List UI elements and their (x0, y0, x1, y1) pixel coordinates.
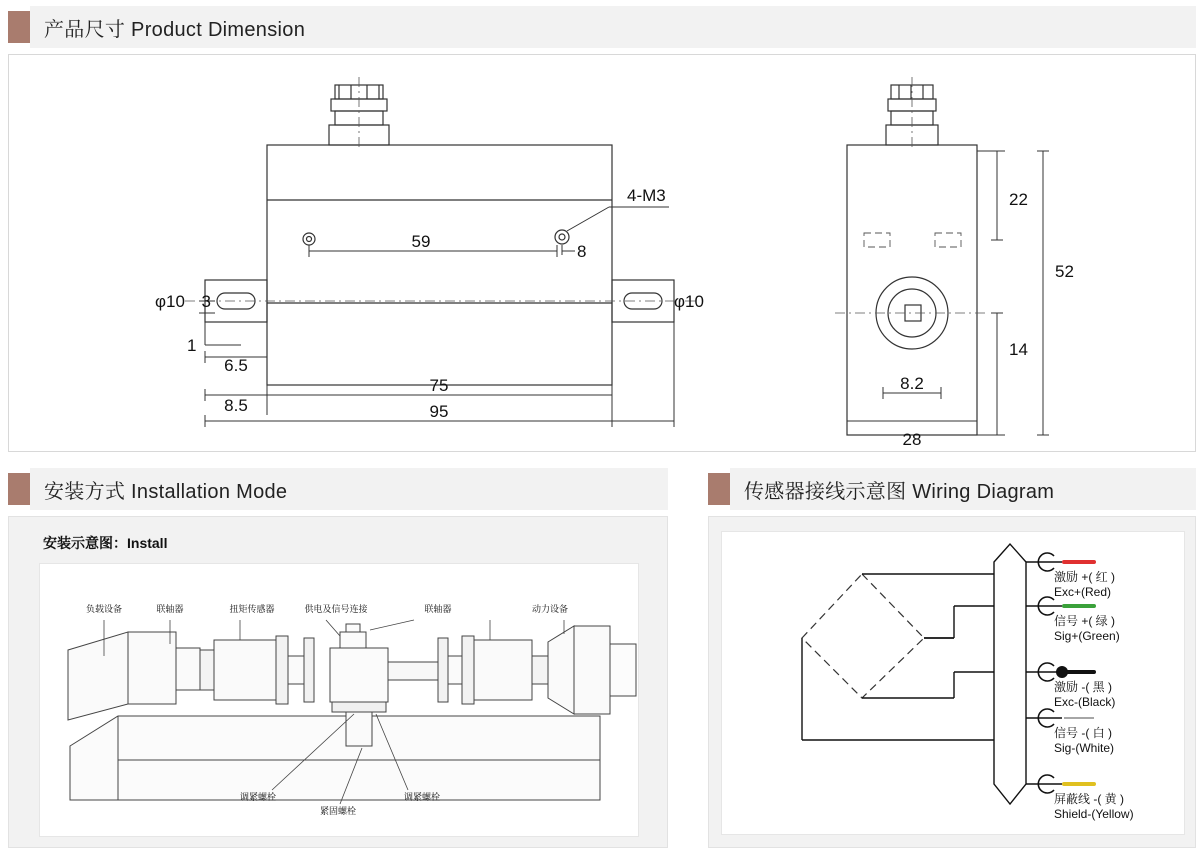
wire-label-1 (1054, 614, 1120, 644)
header-strip (30, 6, 1196, 48)
install-label-3: 供电及信号连接 (304, 604, 368, 614)
wire-label-2 (1054, 680, 1115, 710)
dim-phi10-right: φ10 (674, 292, 704, 311)
wire-label-cn-0: 激励 +( 红 ) (1054, 570, 1116, 584)
wire-label-en-2: Exc-(Black) (1054, 695, 1116, 709)
section-header-installation (8, 468, 668, 510)
dim-8-2: 8.2 (900, 374, 924, 393)
installation-diagram (39, 563, 639, 837)
dim-8: 8 (577, 242, 587, 261)
wire-label-cn-1: 信号 +( 绿 ) (1054, 614, 1116, 628)
wire-label-cn-2: 激励 -( 黑 ) (1054, 680, 1112, 694)
install-bottom-label-2: 调紧螺栓 (403, 792, 441, 802)
wiring-panel (708, 516, 1196, 848)
dim-8-5: 8.5 (224, 396, 248, 415)
header-strip (730, 468, 1196, 510)
dim-phi10-left: φ10 (155, 292, 185, 311)
wire-label-en-1: Sig+(Green) (1054, 629, 1120, 643)
install-label-0: 负载设备 (85, 604, 123, 614)
section-title-wiring: 传感器接线示意图 Wiring Diagram (744, 480, 1055, 503)
dim-59: 59 (411, 232, 431, 251)
accent-bar (708, 473, 730, 505)
product-dimension-drawing (8, 54, 1196, 452)
dim-1: 1 (187, 336, 197, 355)
dim-28: 28 (902, 430, 922, 449)
header-strip (30, 468, 668, 510)
dim-95: 95 (429, 402, 449, 421)
dim-75: 75 (429, 376, 449, 395)
installation-subtitle: 安装示意图：Install (43, 535, 168, 551)
install-label-1: 联轴器 (156, 604, 184, 614)
accent-bar (8, 11, 30, 43)
callout-4-m3: 4-M3 (627, 186, 666, 205)
section-title-installation: 安装方式 Installation Mode (44, 480, 288, 503)
dim-22: 22 (1009, 190, 1028, 209)
installation-panel (8, 516, 668, 848)
dim-3: 3 (201, 292, 211, 311)
section-header-wiring (708, 468, 1196, 510)
wire-label-en-0: Exc+(Red) (1054, 585, 1112, 599)
install-label-2: 扭矩传感器 (229, 604, 275, 614)
wire-label-4 (1054, 792, 1134, 822)
dim-52: 52 (1055, 262, 1074, 281)
section-title-dimension: 产品尺寸 Product Dimension (44, 18, 306, 41)
wire-label-cn-3: 信号 -( 白 ) (1054, 726, 1112, 740)
wire-label-en-3: Sig-(White) (1054, 741, 1115, 755)
wire-label-3 (1054, 726, 1114, 756)
wiring-diagram (721, 531, 1185, 835)
section-header-dimension (8, 6, 1196, 48)
wire-label-0 (1054, 570, 1115, 600)
wire-label-en-4: Shield-(Yellow) (1054, 807, 1134, 821)
accent-bar (8, 473, 30, 505)
install-label-5: 动力设备 (531, 604, 569, 614)
install-bottom-label-1: 紧固螺栓 (319, 806, 357, 816)
install-label-4: 联轴器 (424, 604, 452, 614)
dim-6-5: 6.5 (224, 356, 248, 375)
install-bottom-label-0: 调紧螺栓 (239, 792, 277, 802)
dim-14: 14 (1009, 340, 1028, 359)
wire-label-cn-4: 屏蔽线 -( 黄 ) (1054, 792, 1124, 806)
